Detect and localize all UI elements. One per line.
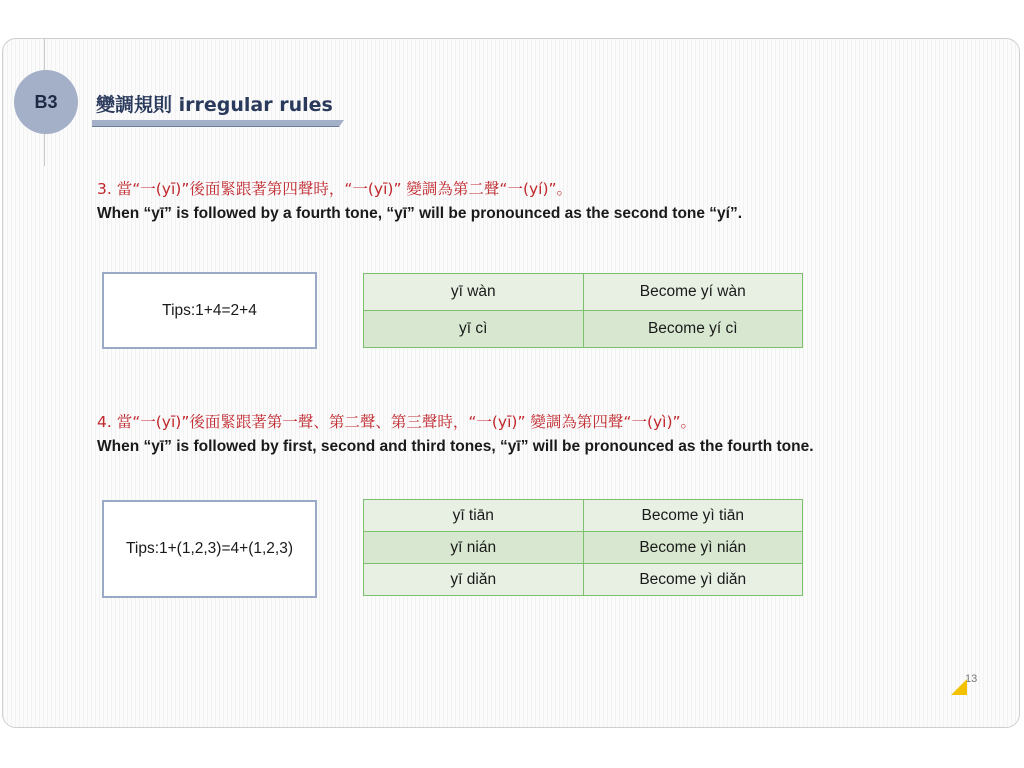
table-row — [364, 274, 803, 311]
rule3-english-text: When “yī” is followed by a fourth tone, “yī” will be pronounced as the second tone “yí”. — [97, 205, 743, 222]
section-badge: B3 — [14, 70, 78, 134]
rule4-chinese-text: 4. 當“一(yī)”後面緊跟著第一聲、第二聲、第三聲時，“一(yī)” 變調為第四聲“一(yì)”。 — [97, 413, 697, 431]
example-result: Become yì diǎn — [583, 564, 803, 596]
table-row — [364, 500, 803, 532]
rule3-tips-box — [102, 272, 317, 349]
corner-triangle-icon — [951, 679, 967, 695]
table-row — [364, 532, 803, 564]
example-word: yī nián — [364, 532, 584, 564]
example-word: yī tiān — [364, 500, 584, 532]
example-word: yī diǎn — [364, 564, 584, 596]
slide-background — [2, 38, 1020, 728]
example-result: Become yì nián — [583, 532, 803, 564]
rule4-tips-box — [102, 500, 317, 598]
rule3-example-table — [363, 273, 803, 348]
example-result: Become yí wàn — [583, 274, 803, 311]
example-result: Become yì tiān — [583, 500, 803, 532]
rule4-example-table — [363, 499, 803, 596]
table-row — [364, 311, 803, 348]
rule4-tips-text: Tips:1+(1,2,3)=4+(1,2,3) — [125, 540, 293, 557]
rule3-chinese-text: 3. 當“一(yī)”後面緊跟著第四聲時，“一(yī)” 變調為第二聲“一(yí)”。 — [97, 180, 573, 198]
title-underline — [92, 120, 344, 127]
rule4-english-text: When “yī” is followed by first, second and third tones, “yī” will be pronounced as the fourth tone. — [97, 438, 814, 455]
example-word: yī wàn — [364, 274, 584, 311]
page-title: 變調規則 irregular rules — [96, 94, 333, 116]
example-word: yī cì — [364, 311, 584, 348]
example-result: Become yí cì — [583, 311, 803, 348]
page-number: 13 — [965, 673, 978, 685]
table-row — [364, 564, 803, 596]
rule3-tips-text: Tips:1+4=2+4 — [162, 301, 257, 319]
